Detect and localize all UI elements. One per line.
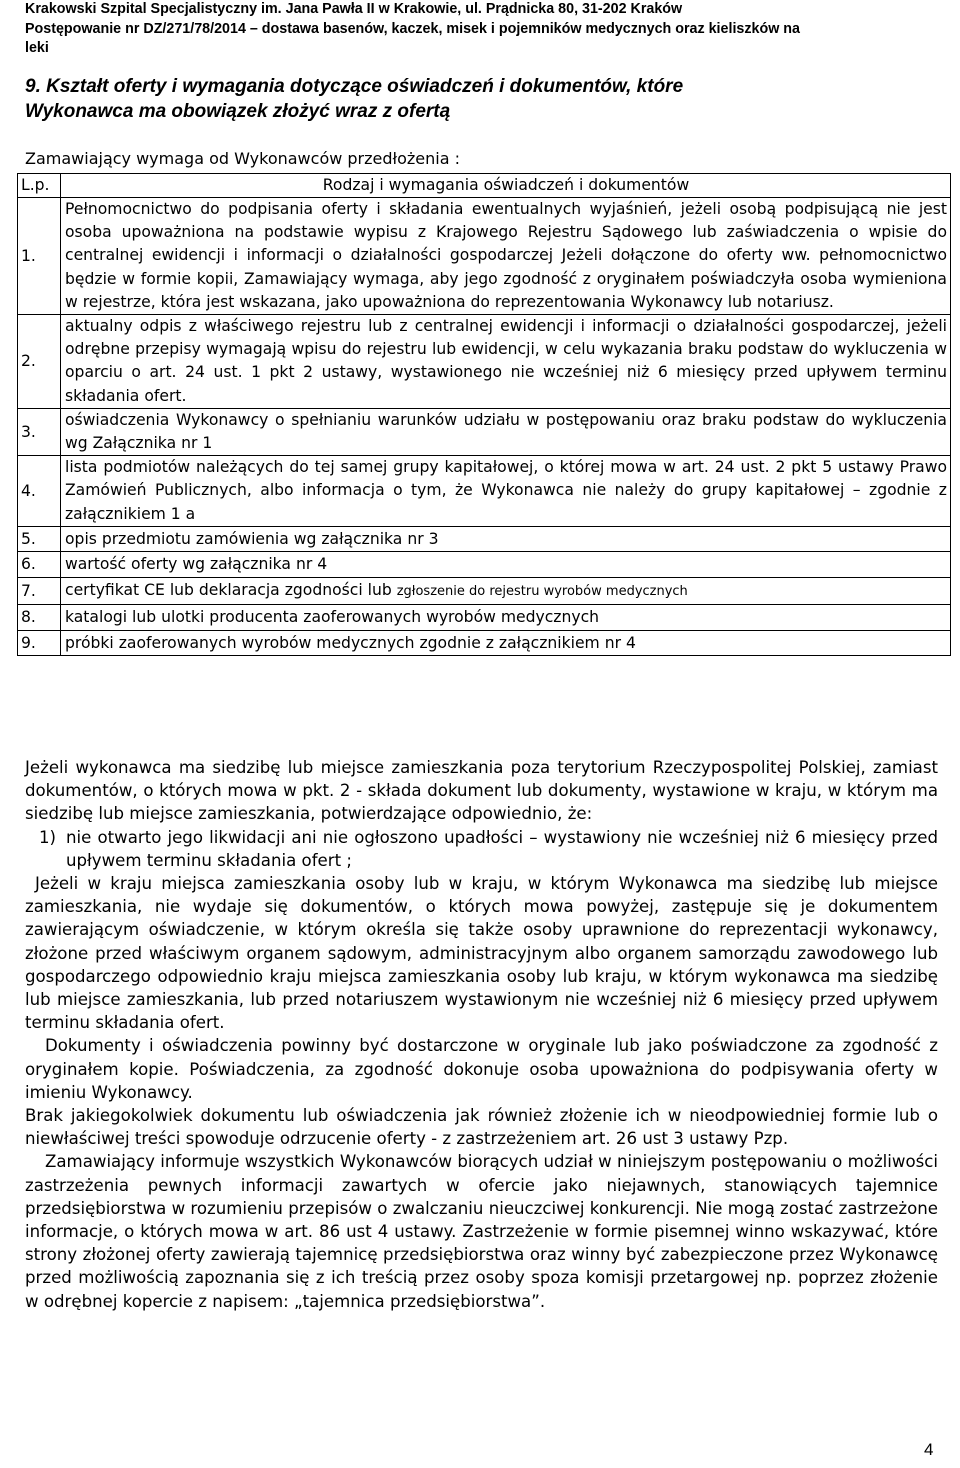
row-description: aktualny odpis z właściwego rejestru lub z centralnej ewidencji i informacji o działalności gospodarczej, jeżeli odrębne przepisy wymagają wpisu do rejestru lub ewidencji, w celu wykazania braku podstaw do wykluczenia w oparciu o art. 24 ust. 1 pkt 2 ustawy, wystawionego nie wcześniej niż 6 miesięcy przed upływem terminu składania ofert. [61,315,951,409]
row-description: opis przedmiotu zamówienia wg załącznika nr 3 [61,526,951,552]
row-description: lista podmiotów należących do tej samej grupy kapitałowej, o której mowa w art. 24 ust. 2 pkt 5 ustawy Prawo Zamówień Publicznych, albo informacja o tym, że Wykonawca nie należy do grupy kapitałowej – zgodnie z załącznikiem 1 a [61,456,951,527]
row-number: 9. [18,630,61,656]
page-number: 4 [924,1440,934,1459]
row-description: oświadczenia Wykonawcy o spełnianiu warunków udziału w postępowaniu oraz braku podstaw do wykluczenia wg Załącznika nr 1 [61,408,951,455]
row-description: Pełnomocnictwo do podpisania oferty i składania ewentualnych wyjaśnień, jeżeli osobą podpisującą nie jest osoba upoważniona na podstawie wypisu z Krajowego Rejestru Sądowego lub zaświadczenia o wpisie do centralnej ewidencji i informacji o działalności gospodarczej Jeżeli dołączone do oferty ww. pełnomocnictwo będzie w formie kopii, Zamawiający wymaga, aby jego zgodność z oryginałem poświadczyła osoba wymieniona w rejestrze, która jest wskazana, jako upoważniona do reprezentowania Wykonawcy lub notariusz. [61,198,951,315]
row-description-small: zgłoszenie do rejestru wyrobów medycznych [396,583,688,599]
paragraph-substitute-document: Jeżeli w kraju miejsca zamieszkania osoby lub w kraju, w którym Wykonawca ma siedzibę lub miejsce zamieszkania, nie wydaje się dokumentów, o których mowa powyżej, zastępuje się je dokumentem zawierającym oświadczenie, w którym określa się także osoby uprawnione do reprezentacji wykonawcy, złożone przed właściwym organem sądowym, administracyjnym albo organem samorządu zawodowego lub gospodarczego odpowiednio kraju miejsca zamieszkania osoby lub kraju, w którym wykonawca ma siedzibę lub miejsce zamieszkania, lub przed notariuszem wystawionym nie wcześniej niż 6 miesięcy przed upływem terminu składania ofert. [25,874,938,1033]
table-header-row [18,174,951,198]
row-number: 6. [18,552,61,578]
table-row [18,315,951,409]
table-row [18,577,951,605]
row-description-main: certyfikat CE lub deklaracja zgodności lub [65,580,397,599]
requirements-table [17,173,951,656]
row-number: 4. [18,456,61,527]
row-description: wartość oferty wg załącznika nr 4 [61,552,951,578]
list-item-number: 1) [39,827,57,847]
paragraph-trade-secret: Zamawiający informuje wszystkich Wykonawców biorących udział w niniejszym postępowaniu o możliwości zastrzeżenia pewnych informacji zawartych w ofercie jako niejawnych, stanowiących tajemnice przedsiębiorstwa w rozumieniu przepisów o zwalczaniu nieuczciwej konkurencji. Nie mogą zostać zastrzeżone informacje, o których mowa w art. 86 ust 4 ustawy. Zastrzeżenie w formie pisemnej winno wskazywać, które strony złożonej oferty zawierają tajemnicę przedsiębiorstwa oraz winny być zabezpieczone przez Wykonawcę przed możliwością zapoznania się z ich treścią przez osoby spoza komisji przetargowej np. poprzez złożenie w odrębnej kopercie z napisem: „tajemnica przedsiębiorstwa”. [25,1152,938,1311]
row-description [61,577,951,605]
section-title-line2: Wykonawca ma obowiązek złożyć wraz z ofertą [25,101,451,122]
header-procedure: Postępowanie nr DZ/271/78/2014 – dostawa basenów, kaczek, misek i pojemników medycznych oraz kieliszków na [25,20,800,37]
row-number: 8. [18,605,61,631]
row-description: próbki zaoferowanych wyrobów medycznych zgodnie z załącznikiem nr 4 [61,630,951,656]
table-row [18,198,951,315]
paragraph-certified-copies: Dokumenty i oświadczenia powinny być dostarczone w oryginale lub jako poświadczone za zgodność z oryginałem kopie. Poświadczenia, za zgodność dokonuje osoba upoważniona do podpisywania oferty w imieniu Wykonawcy. [25,1036,938,1102]
row-number: 2. [18,315,61,409]
row-number: 5. [18,526,61,552]
header-procedure-cont: leki [25,40,49,56]
list-item [25,826,938,872]
column-header-description: Rodzaj i wymagania oświadczeń i dokumentów [61,174,951,198]
row-description: katalogi lub ulotki producenta zaoferowanych wyrobów medycznych [61,605,951,631]
paragraph-missing-documents: Brak jakiegokolwiek dokumentu lub oświadczenia jak również złożenie ich w nieodpowiedniej formie lub o niewłaściwej treści spowoduje odrzucenie oferty - z zastrzeżeniem art. 26 ust 3 ustawy Pzp. [25,1106,938,1149]
table-row [18,456,951,527]
table-row [18,552,951,578]
table-row [18,605,951,631]
section-title-line1: 9. Kształt oferty i wymagania dotyczące oświadczeń i dokumentów, które [25,76,684,97]
row-number: 3. [18,408,61,455]
row-number: 7. [18,577,61,605]
table-row [18,630,951,656]
table-row [18,526,951,552]
header-hospital: Krakowski Szpital Specjalistyczny im. Jana Pawła II w Krakowie, ul. Prądnicka 80, 31-202 Kraków [25,1,683,17]
row-number: 1. [18,198,61,315]
page-header [25,0,950,59]
list-item-text: nie otwarto jego likwidacji ani nie ogłoszono upadłości – wystawiony nie wcześniej niż 6 miesięcy przed upływem terminu składania ofert ; [66,827,938,870]
body-text [25,756,938,1313]
section-intro: Zamawiający wymaga od Wykonawców przedłożenia : [25,149,460,168]
table-row [18,408,951,455]
column-header-lp: L.p. [18,174,61,198]
section-title [25,74,950,124]
paragraph-foreign-contractor: Jeżeli wykonawca ma siedzibę lub miejsce zamieszkania poza terytorium Rzeczypospolitej Polskiej, zamiast dokumentów, o których mowa w pkt. 2 - składa dokument lub dokumenty, wystawione w kraju, w którym ma siedzibę lub miejsce zamieszkania, potwierdzające odpowiednio, że: [25,758,938,824]
